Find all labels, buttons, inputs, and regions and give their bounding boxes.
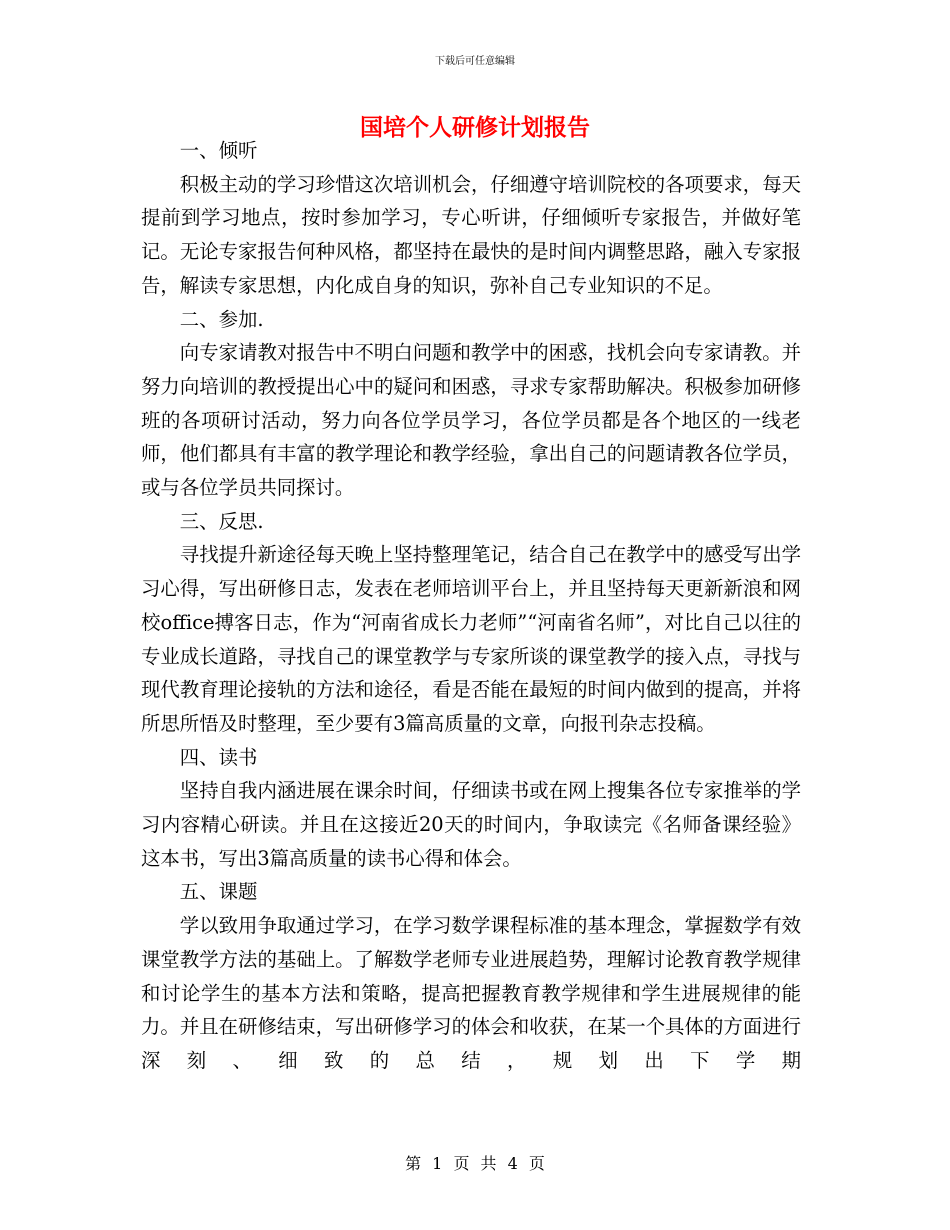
- section-heading-listen: 一、倾听: [179, 139, 258, 162]
- section-heading-participate: 二、参加.: [179, 307, 264, 331]
- paragraph-topic: 学以致用争取通过学习，在学习数学课程标准的基本理念，掌握数学有效课堂教学方法的基础上。了解数学老师专业进展趋势，理解讨论教育教学规律和讨论学生的基本方法和策略，提高把握教育教学规律和学生进展规律的能力。并且在研修结束，写出研修学习的体会和收获，在某一个具体的方面进行深刻、细致的总结，规划出下学期: [141, 914, 801, 1072]
- section-heading-reflect: 三、反思.: [179, 509, 264, 533]
- section-heading-topic: 五、课题: [179, 880, 258, 904]
- page-header: 下载后可任意编辑: [435, 56, 515, 67]
- paragraph-reflect: 寻找提升新途径每天晚上坚持整理笔记，结合自己在教学中的感受写出学习心得，写出研修日志，发表在老师培训平台上，并且坚持每天更新新浪和网校office搏客日志，作为“河南省成长力老师”“河南省名师”，对比自己以往的专业成长道路，寻找自己的课堂教学与专家所谈的课堂教学的接入点，寻找与现代教育理论接轨的方法和途径，看是否能在最短的时间内做到的提高，并将所思所悟及时整理，至少要有3篇高质量的文章，向报刊杂志投稿。: [141, 543, 801, 735]
- section-heading-reading: 四、读书: [179, 745, 258, 769]
- document-title: 国培个人研修计划报告: [360, 114, 590, 141]
- paragraph-participate: 向专家请教对报告中不明白问题和教学中的困惑，找机会向专家请教。并努力向培训的教授提出心中的疑问和困惑，寻求专家帮助解决。积极参加研修班的各项研讨活动，努力向各位学员学习，各位学员都是各个地区的一线老师，他们都具有丰富的教学理论和教学经验，拿出自己的问题请教各位学员，或与各位学员共同探讨。: [141, 341, 801, 500]
- paragraph-listen: 积极主动的学习珍惜这次培训机会，仔细遵守培训院校的各项要求，每天提前到学习地点，按时参加学习，专心听讲，仔细倾听专家报告，并做好笔记。无论专家报告何种风格，都坚持在最快的是时间内调整思路，融入专家报告，解读专家思想，内化成自身的知识，弥补自己专业知识的不足。: [141, 172, 801, 297]
- page-footer: 第 1 页 共 4 页: [405, 1154, 545, 1173]
- paragraph-reading: 坚持自我内涵进展在课余时间，仔细读书或在网上搜集各位专家推举的学习内容精心研读。并且在这接近20天的时间内，争取读完《名师备课经验》这本书，写出3篇高质量的读书心得和体会。: [141, 779, 801, 870]
- document-body: [141, 134, 801, 1078]
